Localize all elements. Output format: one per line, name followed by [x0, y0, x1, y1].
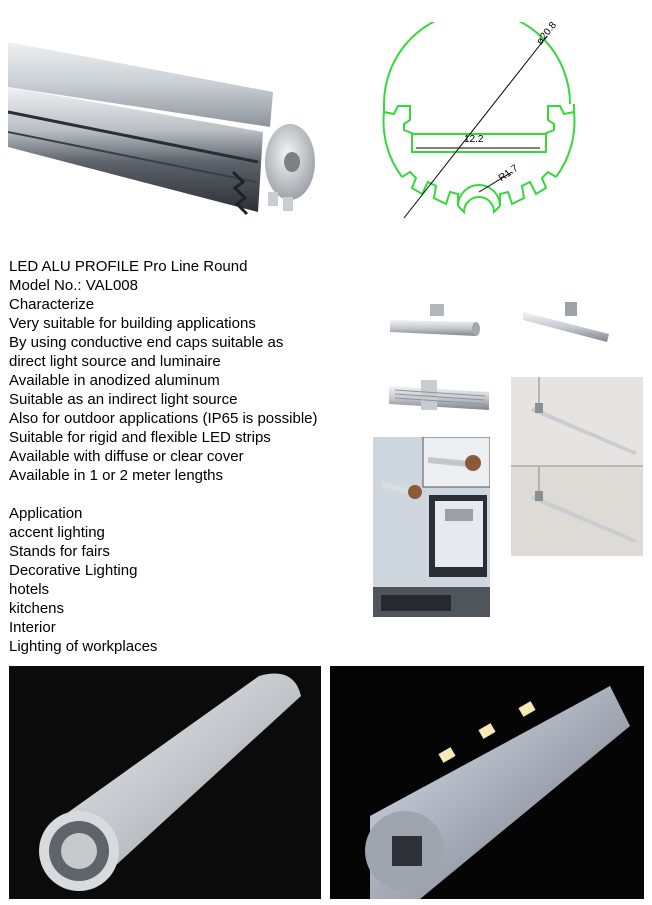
inner-width-label: 12.2	[464, 134, 484, 145]
suspended-light-photo	[511, 377, 643, 556]
characterize-heading: Characterize	[9, 296, 95, 313]
product-description	[9, 257, 369, 656]
profile-mount-photo-1	[388, 300, 480, 345]
application-item: Interior	[9, 619, 56, 636]
feature-item: Suitable for rigid and flexible LED strips	[9, 429, 271, 446]
application-heading: Application	[9, 505, 83, 522]
feature-item: Available with diffuse or clear cover	[9, 448, 244, 465]
round-profile-photo	[9, 666, 321, 899]
profile-mount-photo-3	[385, 372, 497, 422]
feature-item: Suitable as an indirect light source	[9, 391, 238, 408]
application-item: hotels	[9, 581, 50, 598]
feature-item: Very suitable for building applications	[9, 315, 256, 332]
led-profile-lit-photo	[330, 666, 644, 899]
application-item: Decorative Lighting	[9, 562, 138, 579]
application-item: Lighting of workplaces	[9, 638, 158, 655]
cross-section-diagram	[372, 22, 582, 232]
application-item: kitchens	[9, 600, 65, 617]
feature-item: Also for outdoor applications (IP65 is possible)	[9, 410, 318, 427]
desk-lamp-photo	[373, 437, 490, 617]
feature-item: direct light source and luminaire	[9, 353, 221, 370]
model-number: Model No.: VAL008	[9, 277, 138, 294]
profile-end-cap-photo	[8, 32, 328, 247]
feature-item: Available in anodized aluminum	[9, 372, 220, 389]
application-item: accent lighting	[9, 524, 105, 541]
radius-label: R1.7	[496, 162, 521, 185]
profile-mount-photo-2	[521, 298, 613, 348]
application-item: Stands for fairs	[9, 543, 110, 560]
feature-item: By using conductive end caps suitable as	[9, 334, 284, 351]
diameter-label: ø20.8	[534, 20, 559, 47]
feature-item: Available in 1 or 2 meter lengths	[9, 467, 224, 484]
product-title: LED ALU PROFILE Pro Line Round	[9, 258, 248, 275]
